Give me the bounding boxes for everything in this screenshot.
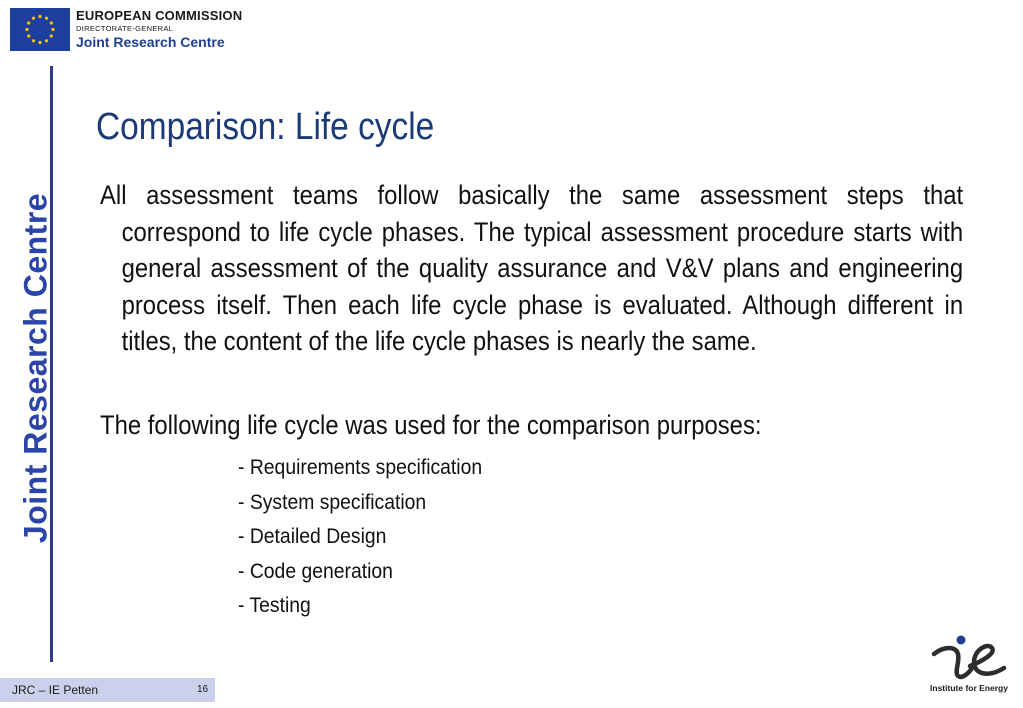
- slide-title: Comparison: Life cycle: [96, 106, 435, 148]
- sidebar-vertical-label: Joint Research Centre: [17, 192, 54, 544]
- list-item: - Requirements specification: [238, 455, 483, 479]
- list-item: - Testing: [238, 593, 311, 617]
- ie-logo-caption: Institute for Energy: [930, 683, 1008, 693]
- ie-logo-icon: [930, 632, 1008, 682]
- list-item: - Detailed Design: [238, 524, 387, 548]
- ec-directorate: DIRECTORATE-GENERAL: [76, 24, 174, 33]
- ec-header: [10, 8, 242, 52]
- eu-flag-icon: [10, 8, 70, 51]
- footer-bar: [0, 678, 215, 702]
- footer-label: JRC – IE Petten: [12, 683, 99, 697]
- ec-org-name: EUROPEAN COMMISSION: [76, 8, 243, 23]
- ec-wordmark: [76, 8, 242, 49]
- life-cycle-phase-list: [238, 450, 482, 623]
- list-item: - Code generation: [238, 558, 393, 583]
- ec-centre-name: Joint Research Centre: [76, 33, 225, 50]
- body-paragraph-2: The following life cycle was used for the comparison purposes:: [100, 410, 762, 440]
- institute-for-energy-logo: [930, 632, 1008, 697]
- list-item: - System specification: [238, 489, 427, 514]
- body-paragraph-1: All assessment teams follow basically the same assessment steps that correspond to life cycle phases. The typical assessment procedure starts with general assessment of the quality assurance and V&V plans and engineering process itself. Then each life cycle phase is evaluated. Although different in titles, the content of the life cycle phases is nearly the same.: [100, 180, 964, 356]
- page-number: 16: [197, 684, 209, 695]
